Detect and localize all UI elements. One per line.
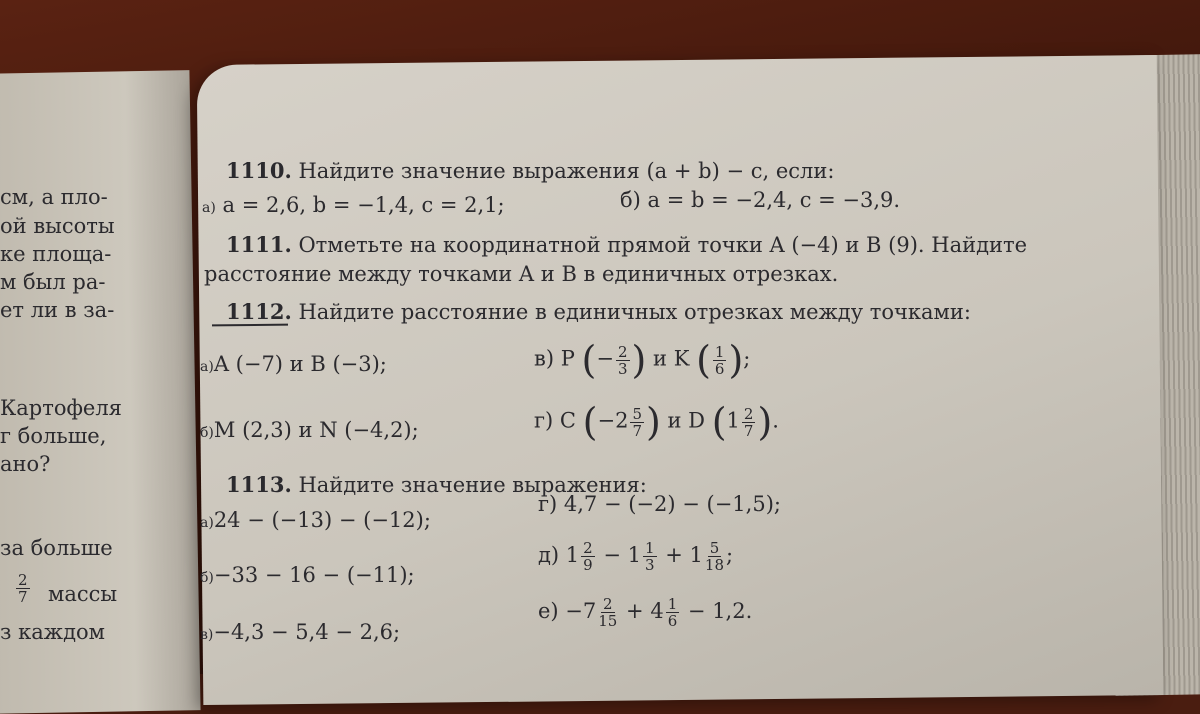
problem-1112-v: в) P (− $\frac{2}{3}$ ) и K ( $\frac{1}{6}$ );	[534, 338, 751, 382]
problem-1112-a: а)A (−7) и B (−3);	[200, 352, 387, 376]
left-line: ой высоты	[0, 214, 115, 238]
left-line: ет ли в за-	[0, 298, 115, 322]
problem-1113-title: 1113. Найдите значение выражения:	[226, 472, 647, 497]
problem-1112-b: б)M (2,3) и N (−4,2);	[200, 418, 419, 442]
left-line: м был ра-	[0, 270, 106, 294]
problem-1112-title: 1112. Найдите расстояние в единичных отрезках между точками:	[226, 299, 971, 324]
problem-1113-e: е) −7 $\frac{2}{15}$ + 4 $\frac{1}{6}$ − 1,2.	[538, 595, 753, 630]
problem-1113-d: д) 1 $\frac{2}{9}$ − 1 $\frac{1}{3}$ + 1 $\frac{5}{18}$ ;	[538, 539, 734, 574]
left-line: ке площа-	[0, 242, 112, 266]
left-page	[0, 70, 201, 714]
left-line: см, а пло-	[0, 185, 108, 209]
problem-1110-title: 1110. Найдите значение выражения (a + b) − c, если:	[226, 158, 835, 183]
left-line: массы	[48, 582, 118, 606]
problem-1112-g: г) C (−2 $\frac{5}{7}$ ) и D (1 $\frac{2}{7}$ ).	[534, 400, 779, 444]
problem-1113-a: а)24 − (−13) − (−12);	[200, 508, 431, 532]
problem-1113-b: б)−33 − 16 − (−11);	[200, 563, 415, 587]
left-line: ано?	[0, 452, 51, 476]
problem-1110-b: б) a = b = −2,4, c = −3,9.	[620, 188, 901, 212]
problem-1110-a: а) a = 2,6, b = −1,4, c = 2,1;	[202, 193, 505, 217]
problem-1111-line2: расстояние между точками A и B в единичных отрезках.	[204, 262, 839, 286]
left-line: г больше,	[0, 424, 107, 448]
problem-1111-line1: 1111. Отметьте на координатной прямой точки A (−4) и B (9). Найдите	[226, 232, 1028, 257]
problem-1113-g: г) 4,7 − (−2) − (−1,5);	[538, 492, 781, 516]
problem-1113-v: в)−4,3 − 5,4 − 2,6;	[200, 620, 401, 644]
left-line: Картофеля	[0, 396, 122, 420]
left-fraction: $\frac{2}{7}$	[18, 571, 28, 606]
left-line: з каждом	[0, 620, 105, 644]
left-line: за больше	[0, 536, 113, 560]
